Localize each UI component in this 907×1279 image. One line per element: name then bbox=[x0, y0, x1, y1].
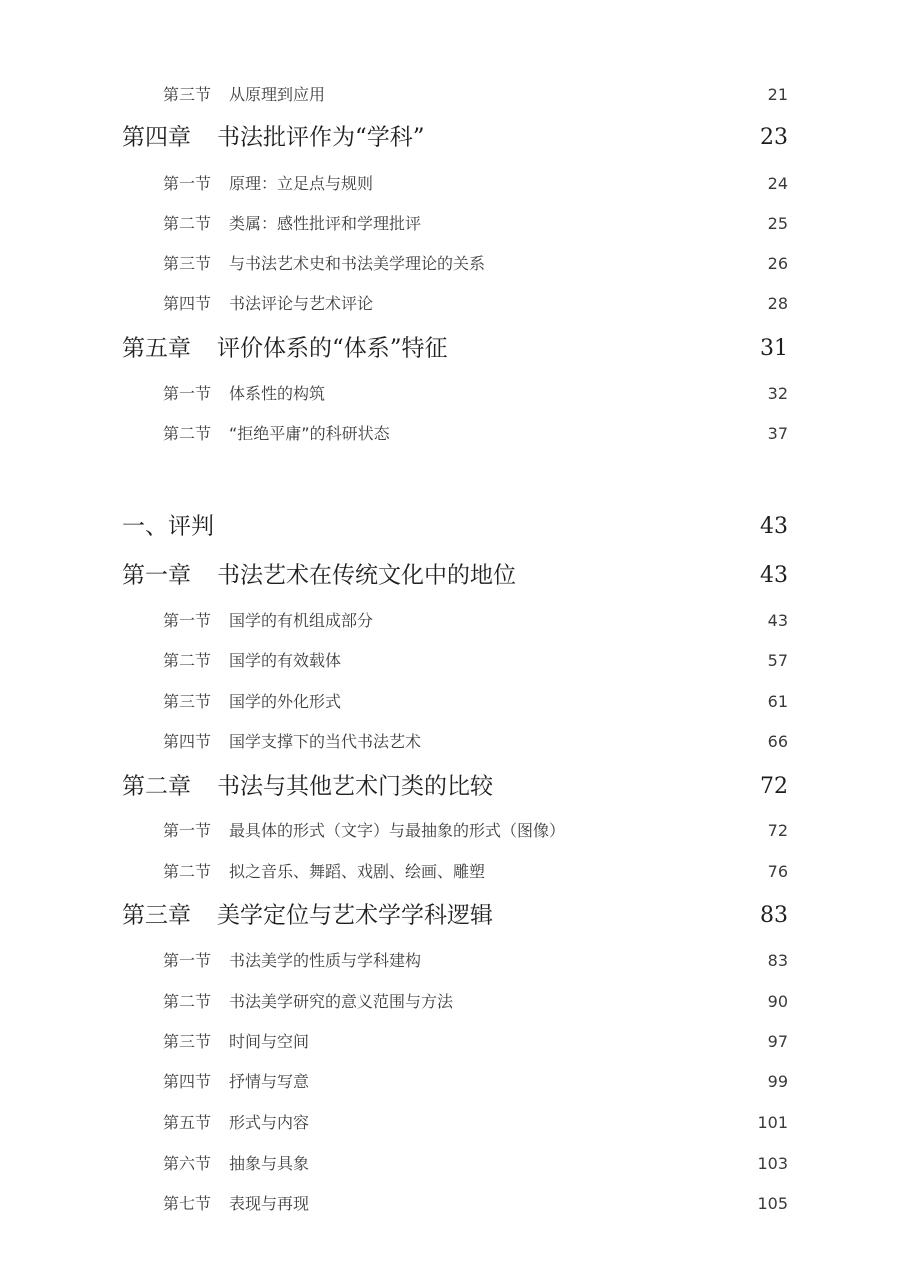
entry-page-number: 43 bbox=[767, 611, 788, 630]
entry-title: 书法与其他艺术门类的比较 bbox=[217, 773, 493, 800]
toc-section-entry bbox=[0, 1103, 907, 1143]
entry-heading bbox=[163, 653, 341, 669]
toc-section-entry bbox=[0, 1184, 907, 1224]
toc-section-entry bbox=[0, 1062, 907, 1102]
entry-number: 第二节 bbox=[163, 862, 212, 881]
entry-page-number: 25 bbox=[767, 214, 788, 233]
entry-number: 第七节 bbox=[163, 1194, 212, 1213]
entry-title: 抽象与具象 bbox=[229, 1154, 310, 1173]
entry-page-number: 90 bbox=[767, 992, 788, 1011]
entry-title: 国学的有机组成部分 bbox=[229, 611, 374, 630]
entry-heading bbox=[163, 296, 373, 312]
toc-section-entry bbox=[0, 75, 907, 115]
entry-title: 时间与空间 bbox=[229, 1032, 310, 1051]
entry-heading bbox=[163, 694, 341, 710]
entry-number: 第一章 bbox=[122, 562, 191, 589]
entry-title: 书法批评作为“学科” bbox=[217, 124, 425, 151]
entry-heading bbox=[163, 216, 421, 232]
entry-number: 第二节 bbox=[163, 992, 212, 1011]
toc-chapter-entry bbox=[0, 507, 907, 547]
entry-heading bbox=[122, 902, 493, 929]
entry-page-number: 61 bbox=[767, 692, 788, 711]
entry-title: 评价体系的“体系”特征 bbox=[217, 335, 448, 362]
entry-number: 第五章 bbox=[122, 335, 191, 362]
entry-number: 第三节 bbox=[163, 85, 212, 104]
entry-page-number: 21 bbox=[767, 85, 788, 104]
entry-page-number: 101 bbox=[757, 1113, 788, 1132]
toc-section-entry bbox=[0, 941, 907, 981]
toc-chapter-entry bbox=[0, 118, 907, 158]
entry-title: 国学支撑下的当代书法艺术 bbox=[229, 732, 422, 751]
entry-title: 书法美学研究的意义范围与方法 bbox=[229, 992, 454, 1011]
entry-title: 体系性的构筑 bbox=[229, 384, 326, 403]
entry-page-number: 72 bbox=[767, 821, 788, 840]
toc-section-entry bbox=[0, 982, 907, 1022]
entry-title: 原理：立足点与规则 bbox=[229, 174, 374, 193]
entry-title: 书法美学的性质与学科建构 bbox=[229, 951, 422, 970]
entry-number: 第二节 bbox=[163, 424, 212, 443]
entry-title: 一、评判 bbox=[122, 513, 214, 540]
entry-heading bbox=[163, 994, 453, 1010]
entry-heading bbox=[163, 1034, 309, 1050]
entry-heading bbox=[163, 87, 325, 103]
entry-title: 美学定位与艺术学学科逻辑 bbox=[217, 902, 493, 929]
entry-page-number: 103 bbox=[757, 1154, 788, 1173]
entry-heading bbox=[163, 734, 421, 750]
entry-page-number: 32 bbox=[767, 384, 788, 403]
entry-heading bbox=[163, 1196, 309, 1212]
entry-page-number: 28 bbox=[767, 294, 788, 313]
toc-section-entry bbox=[0, 722, 907, 762]
toc-section-entry bbox=[0, 811, 907, 851]
entry-heading bbox=[122, 124, 425, 151]
entry-title: 书法艺术在传统文化中的地位 bbox=[217, 562, 516, 589]
entry-number: 第二章 bbox=[122, 773, 191, 800]
entry-heading bbox=[122, 335, 448, 362]
toc-section-entry bbox=[0, 374, 907, 414]
entry-page-number: 83 bbox=[760, 903, 788, 928]
entry-page-number: 26 bbox=[767, 254, 788, 273]
entry-page-number: 43 bbox=[760, 563, 788, 588]
entry-number: 第四节 bbox=[163, 732, 212, 751]
entry-number: 第一节 bbox=[163, 174, 212, 193]
entry-title: 表现与再现 bbox=[229, 1194, 310, 1213]
toc-section-entry bbox=[0, 1144, 907, 1184]
entry-heading bbox=[122, 562, 516, 589]
entry-number: 第二节 bbox=[163, 651, 212, 670]
toc-section-entry bbox=[0, 414, 907, 454]
entry-title: 形式与内容 bbox=[229, 1113, 310, 1132]
entry-number: 第一节 bbox=[163, 821, 212, 840]
entry-number: 第四章 bbox=[122, 124, 191, 151]
entry-number: 第三节 bbox=[163, 254, 212, 273]
toc-section-entry bbox=[0, 244, 907, 284]
entry-page-number: 66 bbox=[767, 732, 788, 751]
entry-number: 第二节 bbox=[163, 214, 212, 233]
entry-page-number: 57 bbox=[767, 651, 788, 670]
entry-heading bbox=[122, 773, 493, 800]
entry-title: 国学的外化形式 bbox=[229, 692, 342, 711]
entry-number: 第一节 bbox=[163, 951, 212, 970]
entry-number: 第四节 bbox=[163, 294, 212, 313]
entry-number: 第三节 bbox=[163, 1032, 212, 1051]
entry-number: 第五节 bbox=[163, 1113, 212, 1132]
entry-title: “拒绝平庸”的科研状态 bbox=[229, 424, 390, 443]
entry-heading bbox=[163, 1115, 309, 1131]
entry-heading bbox=[163, 426, 390, 442]
entry-heading bbox=[163, 613, 373, 629]
entry-page-number: 99 bbox=[767, 1072, 788, 1091]
entry-page-number: 23 bbox=[760, 125, 788, 150]
entry-title: 从原理到应用 bbox=[229, 85, 326, 104]
entry-number: 第一节 bbox=[163, 384, 212, 403]
toc-chapter-entry bbox=[0, 329, 907, 369]
entry-page-number: 105 bbox=[757, 1194, 788, 1213]
toc-section-entry bbox=[0, 284, 907, 324]
toc-section-entry bbox=[0, 164, 907, 204]
toc-section-entry bbox=[0, 601, 907, 641]
entry-page-number: 76 bbox=[767, 862, 788, 881]
entry-heading bbox=[163, 176, 373, 192]
toc-chapter-entry bbox=[0, 767, 907, 807]
entry-number: 第三节 bbox=[163, 692, 212, 711]
toc-section-entry bbox=[0, 204, 907, 244]
entry-heading bbox=[163, 823, 565, 839]
entry-page-number: 24 bbox=[767, 174, 788, 193]
toc-chapter-entry bbox=[0, 896, 907, 936]
entry-number: 第三章 bbox=[122, 902, 191, 929]
toc-section-entry bbox=[0, 852, 907, 892]
entry-heading bbox=[163, 953, 421, 969]
entry-heading bbox=[163, 864, 485, 880]
entry-page-number: 37 bbox=[767, 424, 788, 443]
entry-page-number: 83 bbox=[767, 951, 788, 970]
entry-heading bbox=[122, 513, 214, 540]
entry-title: 类属：感性批评和学理批评 bbox=[229, 214, 422, 233]
toc-section-entry bbox=[0, 682, 907, 722]
entry-page-number: 31 bbox=[760, 336, 788, 361]
toc-section-entry bbox=[0, 641, 907, 681]
entry-title: 最具体的形式（文字）与最抽象的形式（图像） bbox=[229, 821, 566, 840]
entry-heading bbox=[163, 256, 485, 272]
entry-title: 抒情与写意 bbox=[229, 1072, 310, 1091]
entry-number: 第六节 bbox=[163, 1154, 212, 1173]
entry-heading bbox=[163, 1156, 309, 1172]
toc-chapter-entry bbox=[0, 556, 907, 596]
entry-page-number: 43 bbox=[760, 514, 788, 539]
toc-section-entry bbox=[0, 1022, 907, 1062]
entry-title: 与书法艺术史和书法美学理论的关系 bbox=[229, 254, 486, 273]
entry-title: 拟之音乐、舞蹈、戏剧、绘画、雕塑 bbox=[229, 862, 486, 881]
entry-title: 书法评论与艺术评论 bbox=[229, 294, 374, 313]
entry-title: 国学的有效载体 bbox=[229, 651, 342, 670]
entry-page-number: 72 bbox=[760, 774, 788, 799]
entry-heading bbox=[163, 386, 325, 402]
entry-number: 第一节 bbox=[163, 611, 212, 630]
entry-heading bbox=[163, 1074, 309, 1090]
entry-page-number: 97 bbox=[767, 1032, 788, 1051]
entry-number: 第四节 bbox=[163, 1072, 212, 1091]
